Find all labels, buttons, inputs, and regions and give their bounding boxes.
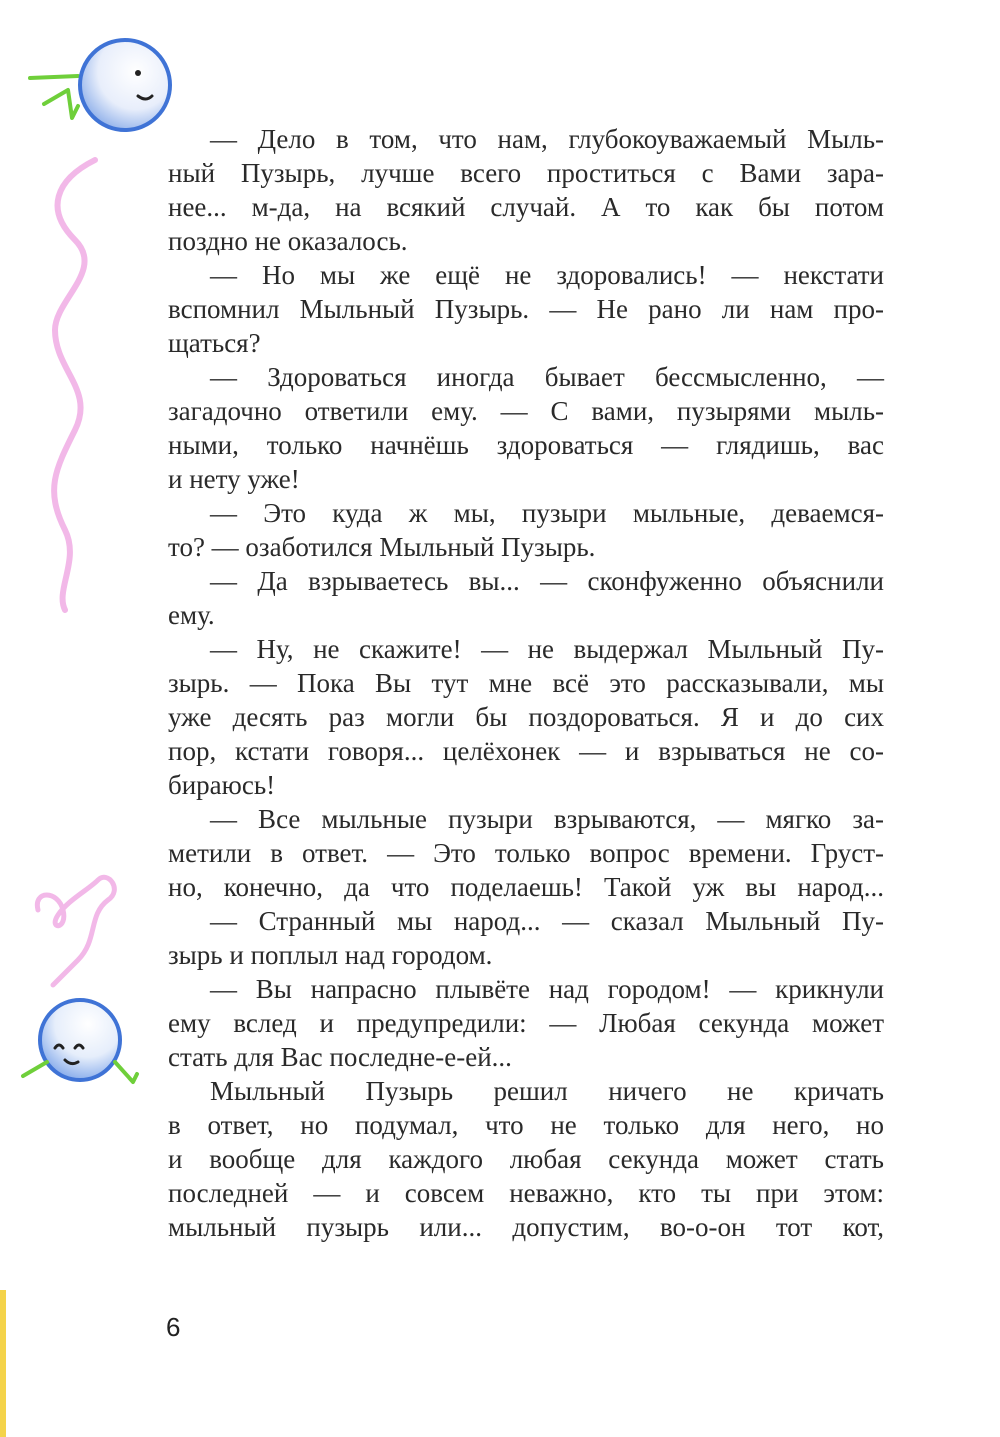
pink-curl-illustration <box>28 870 133 990</box>
text-line: мыльный пузырь или... допустим, во-о-он тот кот, <box>168 1212 884 1242</box>
text-line: зырь и поплыл над городом. <box>168 940 493 970</box>
text-line: ему. <box>168 600 215 630</box>
text-line: ный Пузырь, лучше всего проститься с Вами зара- <box>168 158 884 188</box>
text-line: поздно не оказалось. <box>168 226 408 256</box>
text-line: — Все мыльные пузыри взрываются, — мягко за- <box>210 804 884 834</box>
text-line: уже десять раз могли бы поздороваться. Я и до сих <box>168 702 884 732</box>
text-line: последней — и совсем неважно, кто ты при этом: <box>168 1178 884 1208</box>
text-line: — Ну, не скажите! — не выдержал Мыльный Пу- <box>210 634 884 664</box>
page-number: 6 <box>166 1312 181 1342</box>
yellow-edge-strip <box>0 1290 6 1437</box>
text-line: в ответ, но подумал, что не только для него, но <box>168 1110 884 1140</box>
text-line: Мыльный Пузырь решил ничего не кричать <box>210 1076 884 1106</box>
text-line: — Дело в том, что нам, глубокоуважаемый Мыль- <box>210 124 884 154</box>
bubble-character-top-illustration <box>20 30 180 140</box>
text-line: то? — озаботился Мыльный Пузырь. <box>168 532 596 562</box>
text-line: но, конечно, да что поделаешь! Такой уж вы народ... <box>168 872 884 902</box>
text-line: нее... м-да, на всякий случай. А то как бы потом <box>168 192 884 222</box>
pink-wavy-ribbon-illustration <box>25 150 115 620</box>
story-text <box>168 122 884 1244</box>
text-line: — Здороваться иногда бывает бессмысленно, — <box>210 362 884 392</box>
text-line: бираюсь! <box>168 770 276 800</box>
text-line: загадочно ответили ему. — С вами, пузырями мыль- <box>168 396 884 426</box>
bubble-character-bottom-illustration <box>15 990 145 1100</box>
text-line: стать для Вас последне-е-ей... <box>168 1042 512 1072</box>
text-line: зырь. — Пока Вы тут мне всё это рассказывали, мы <box>168 668 884 698</box>
text-line: — Это куда ж мы, пузыри мыльные, деваемся- <box>210 498 884 528</box>
text-line: щаться? <box>168 328 261 358</box>
text-line: и нету уже! <box>168 464 300 494</box>
text-line: метили в ответ. — Это только вопрос времени. Груст- <box>168 838 884 868</box>
text-line: ему вслед и предупредили: — Любая секунда может <box>168 1008 884 1038</box>
text-line: пор, кстати говоря... целёхонек — и взрываться не со- <box>168 736 884 766</box>
text-line: — Странный мы народ... — сказал Мыльный Пу- <box>210 906 884 936</box>
text-line: — Но мы же ещё не здоровались! — некстати <box>210 260 884 290</box>
text-line: — Да взрываетесь вы... — сконфуженно объяснили <box>210 566 884 596</box>
text-line: — Вы напрасно плывёте над городом! — крикнули <box>210 974 884 1004</box>
text-line: ными, только начнёшь здороваться — глядишь, вас <box>168 430 884 460</box>
text-line: и вообще для каждого любая секунда может стать <box>168 1144 884 1174</box>
text-line: вспомнил Мыльный Пузырь. — Не рано ли нам про- <box>168 294 884 324</box>
